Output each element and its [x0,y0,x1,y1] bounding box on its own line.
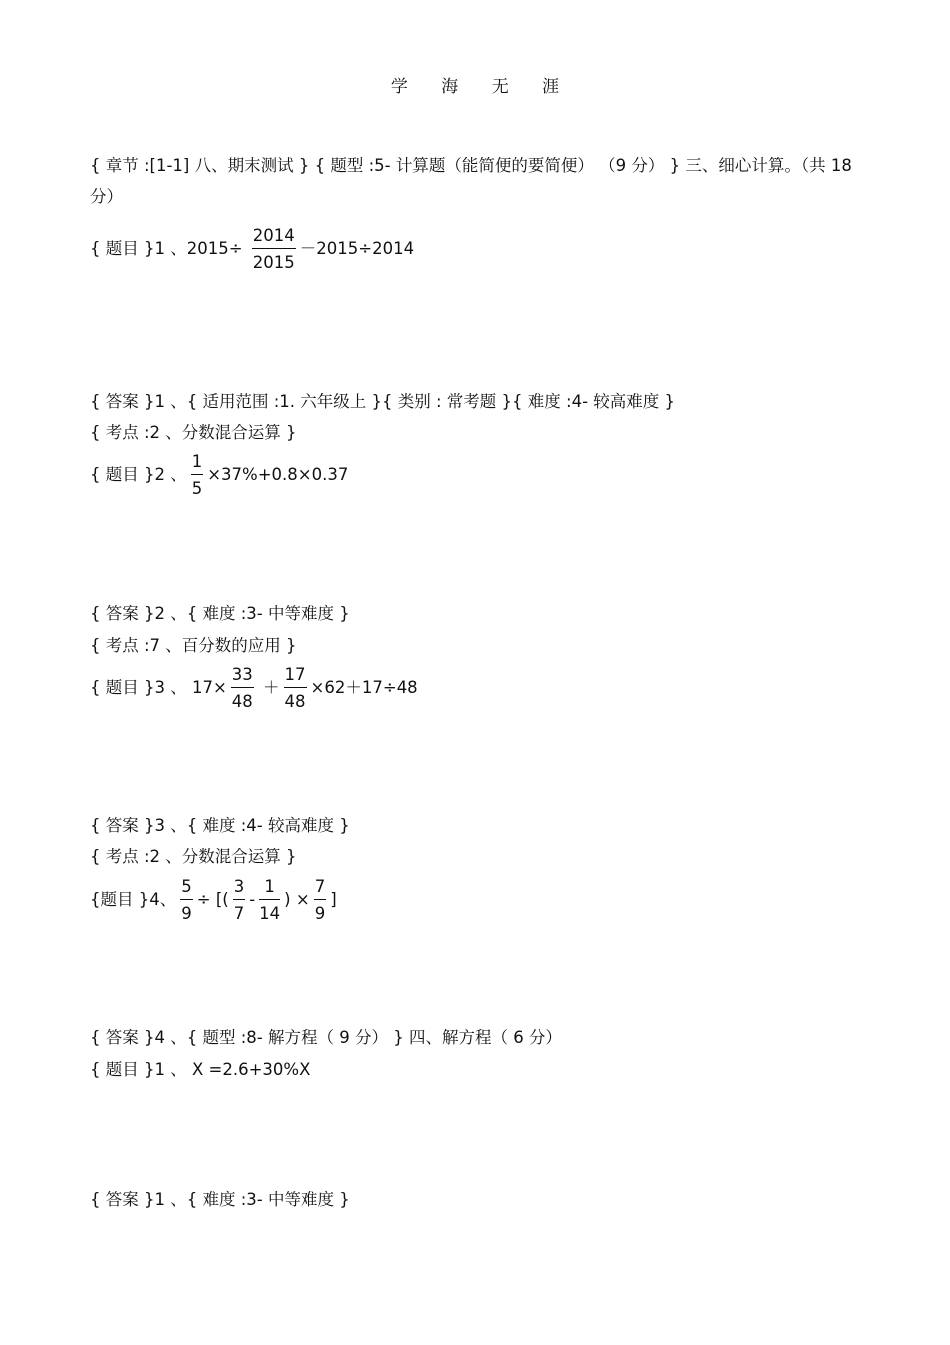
fraction-numerator: 33 [231,665,254,688]
answer-2: { 答案 }2 、{ 难度 :3- 中等难度 } [90,604,350,623]
fraction-1-14 [259,877,280,924]
plus-sign: ＋ [257,677,280,697]
knowledge-point-1: { 考点 :2 、分数混合运算 } [90,423,297,442]
knowledge-point-3: { 考点 :2 、分数混合运算 } [90,847,297,866]
fraction-17-48 [284,665,307,712]
fraction-numerator: 17 [284,665,307,688]
fraction-33-48 [231,665,254,712]
fraction-1-5 [191,452,204,499]
fraction-denominator: 48 [231,691,253,711]
fraction-denominator: 2015 [252,252,295,272]
fraction-denominator: 48 [284,691,306,711]
fraction-3-7 [233,877,246,924]
fraction-denominator: 14 [259,903,281,923]
question-2-suffix: ×37%+0.8×0.37 [207,464,349,484]
answer-5: { 答案 }1 、{ 难度 :3- 中等难度 } [90,1190,350,1209]
fraction-denominator: 9 [314,903,326,923]
fraction-2014-2015 [252,226,296,273]
times-sign: ) × [284,889,310,909]
question-3-prefix: { 题目 }3 、 17× [90,677,227,697]
question-3-suffix: ×62＋17÷48 [310,677,418,697]
answer-4: { 答案 }4 、{ 题型 :8- 解方程（ 9 分） } 四、解方程（ 6 分） [90,1028,562,1047]
fraction-numerator: 1 [259,877,280,900]
answer-3: { 答案 }3 、{ 难度 :4- 较高难度 } [90,816,350,835]
fraction-denominator: 5 [191,478,203,498]
answer-1: { 答案 }1 、{ 适用范围 :1. 六年级上 }{ 类别 : 常考题 }{ 难度 :4- 较高难度 } [90,392,676,411]
question-1-suffix: －2015÷2014 [299,238,415,258]
fraction-denominator: 9 [181,903,192,923]
fraction-numerator: 5 [180,877,193,900]
fraction-numerator: 1 [191,452,204,475]
fraction-numerator: 2014 [252,226,296,249]
question-2 [90,452,348,499]
question-4 [90,877,337,924]
chapter-line: { 章节 :[1-1] 八、期末测试 } { 题型 :5- 计算题（能简便的要简便） （9 分） } 三、细心计算。（共 18 分） [90,156,852,206]
fraction-5-9 [180,877,193,924]
fraction-numerator: 3 [233,877,246,900]
question-1 [90,226,414,273]
minus-sign: - [249,889,256,909]
question-5: { 题目 }1 、 X =2.6+30%X [90,1060,311,1079]
fraction-denominator: 7 [233,903,245,923]
question-1-prefix: { 题目 }1 、2015÷ [90,238,248,258]
division-bracket: ÷ [( [196,889,229,909]
fraction-numerator: 7 [314,877,327,900]
page-header: 学 海 无 涯 [390,77,574,97]
knowledge-point-2: { 考点 :7 、百分数的应用 } [90,636,297,655]
question-4-prefix: {题目 }4、 [90,889,177,909]
closing-bracket: ] [330,889,337,909]
question-2-prefix: { 题目 }2 、 [90,464,187,484]
fraction-7-9 [314,877,327,924]
question-3 [90,665,418,712]
